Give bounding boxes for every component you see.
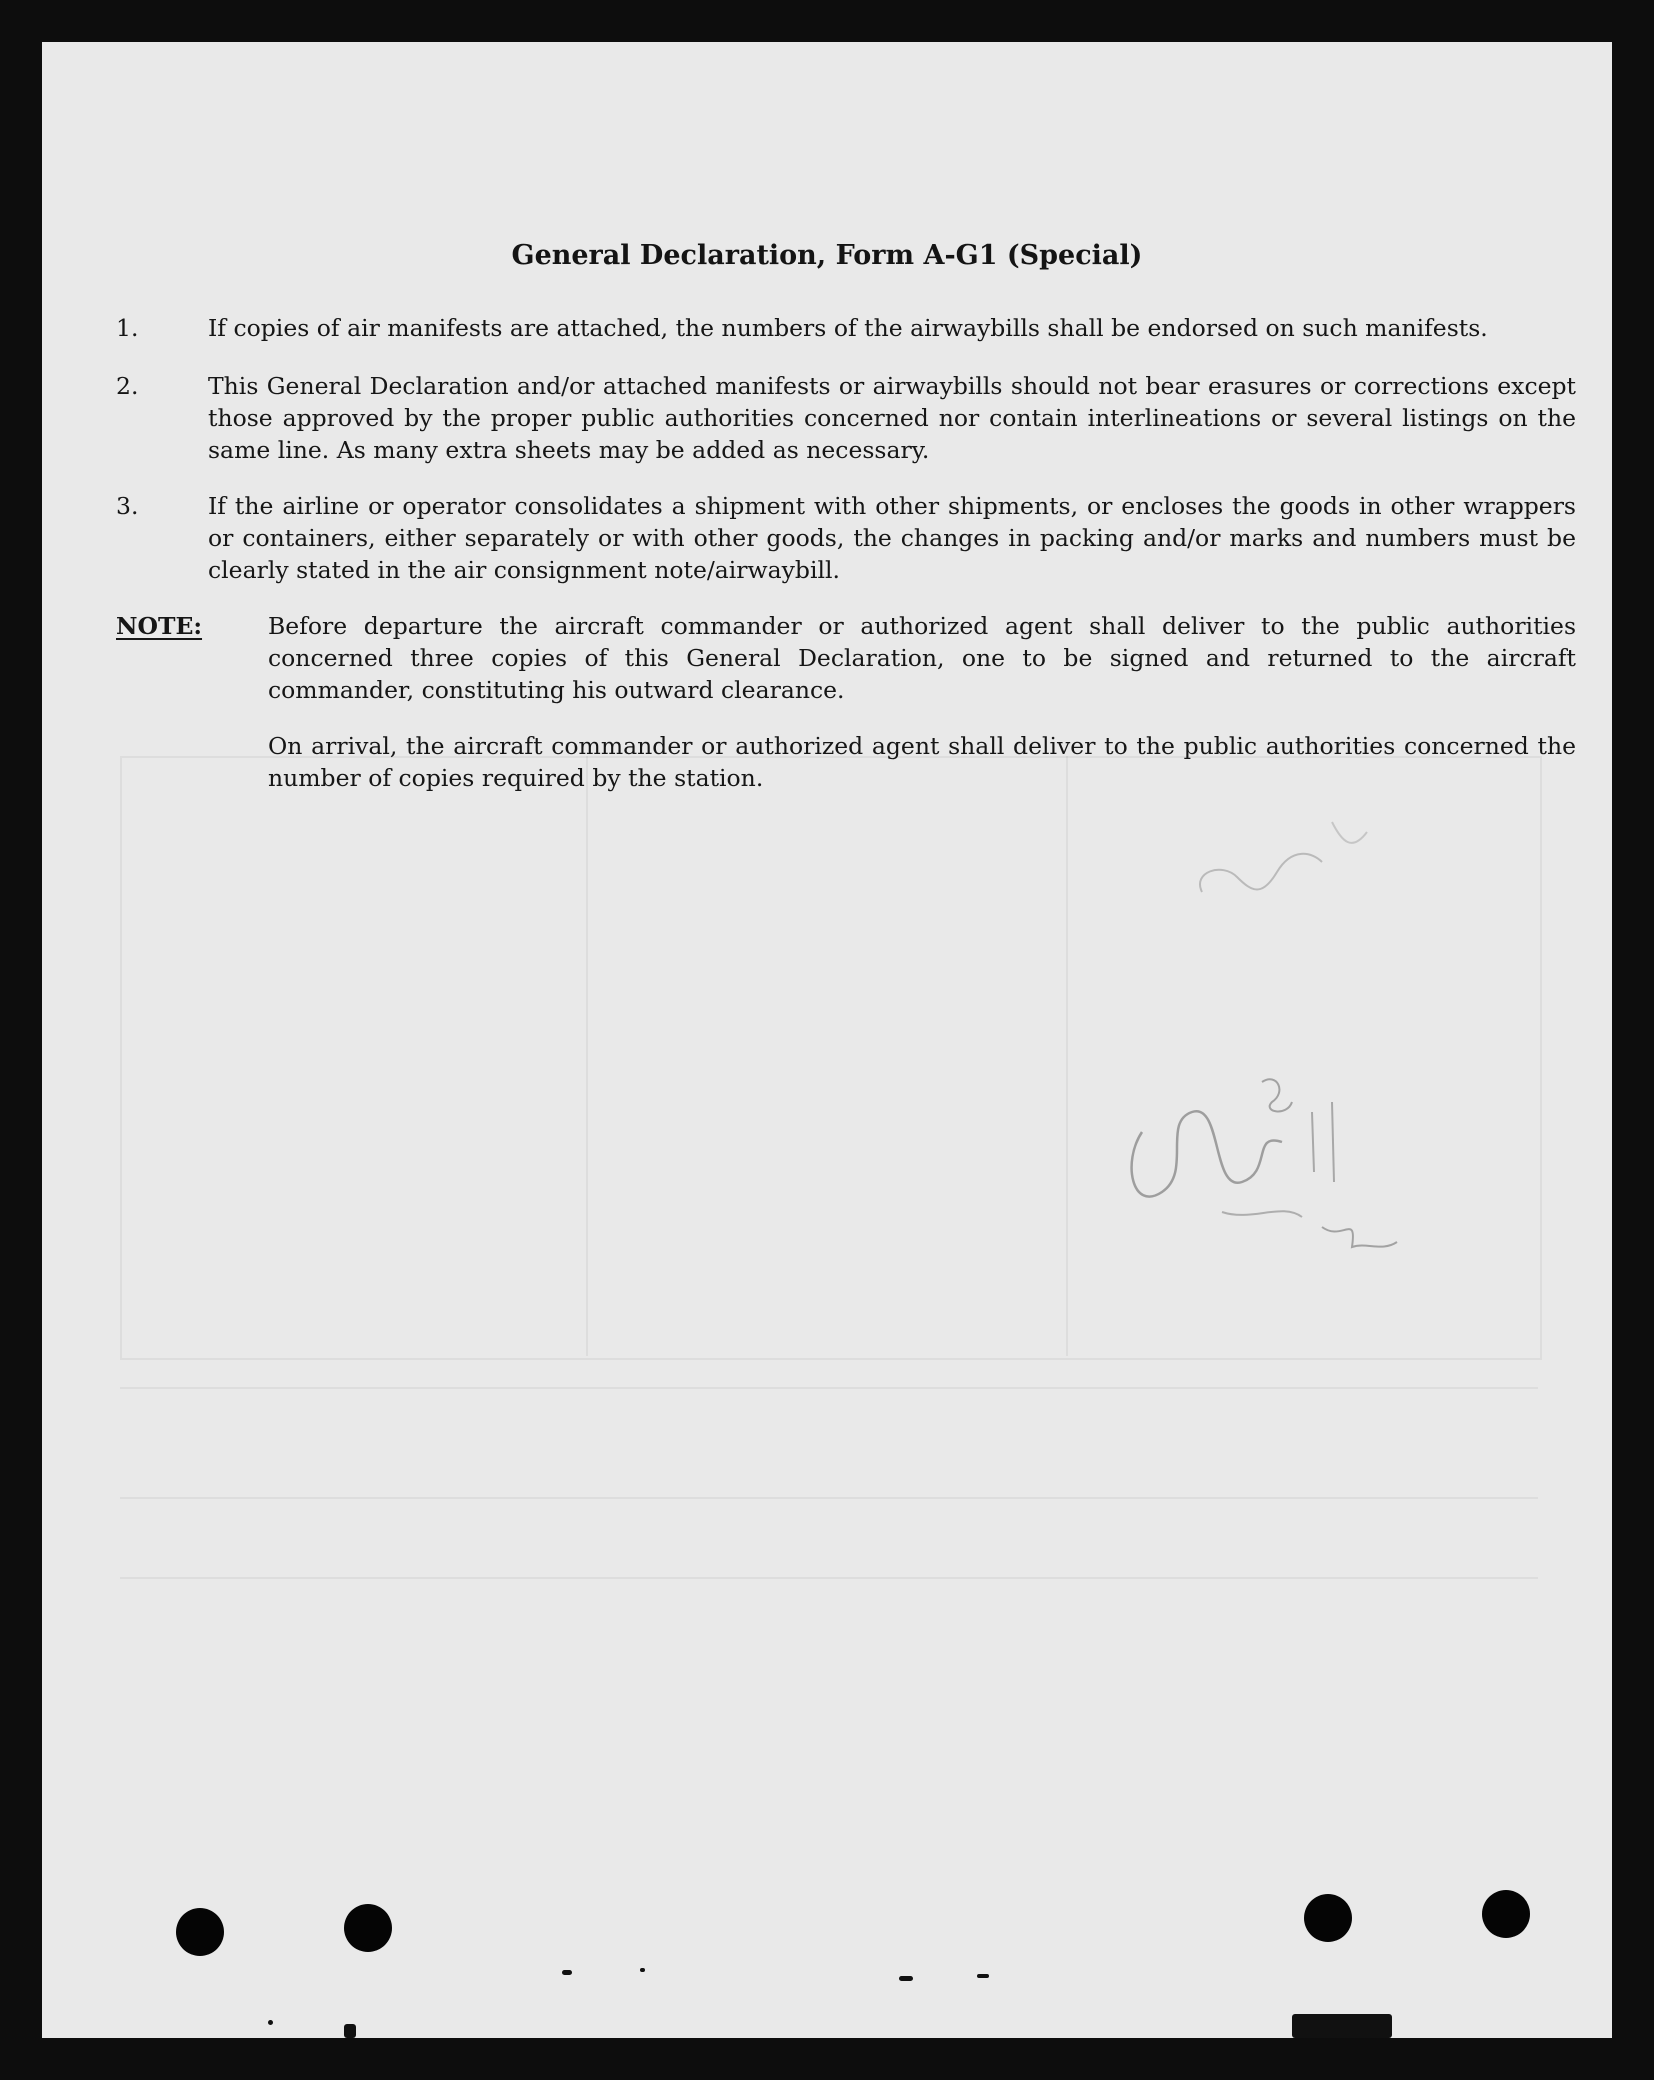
note-label: NOTE:	[116, 612, 203, 640]
scan-speck	[344, 2024, 356, 2038]
note-paragraph: Before departure the aircraft commander or authorized agent shall deliver to the public authorities concerned three copies of this General Declaration, one to be signed and returned to the aircraft commander, constituting his outward clearance.	[268, 612, 1576, 704]
page-title: General Declaration, Form A-G1 (Special)	[511, 240, 1143, 271]
scan-speck	[640, 1968, 645, 1972]
scan-speck	[1292, 2014, 1392, 2038]
instruction-item	[116, 370, 1576, 466]
item-number: 3.	[116, 492, 139, 520]
note-section-arrival	[116, 730, 1576, 794]
instruction-item	[116, 312, 1576, 344]
scan-speck	[268, 2020, 273, 2025]
item-number: 2.	[116, 372, 139, 400]
punch-hole	[1482, 1890, 1530, 1938]
bleed-through-divider	[586, 756, 588, 1356]
document-page	[42, 42, 1612, 2038]
scan-speck	[899, 1976, 913, 1981]
punch-hole	[344, 1904, 392, 1952]
punch-hole	[1304, 1894, 1352, 1942]
item-text: If the airline or operator consolidates a shipment with other shipments, or encloses the goods in other wrappers or containers, either separately or with other goods, the changes in packing and/or marks and numbers must be clearly stated in the air consignment note/airwaybill.	[208, 492, 1576, 584]
punch-hole	[176, 1908, 224, 1956]
instruction-item	[116, 490, 1576, 586]
scan-speck	[562, 1970, 572, 1975]
item-text: If copies of air manifests are attached, the numbers of the airwaybills shall be endorsed on such manifests.	[208, 314, 1488, 342]
bleed-through-rule	[120, 1387, 1538, 1389]
note-section	[116, 610, 1576, 706]
item-number: 1.	[116, 314, 139, 342]
scan-speck	[977, 1974, 989, 1978]
faint-signature-mark	[1102, 1042, 1402, 1272]
bleed-through-rule	[120, 1497, 1538, 1499]
bleed-through-divider	[1066, 756, 1068, 1356]
bleed-through-rule	[120, 1577, 1538, 1579]
note-paragraph: On arrival, the aircraft commander or authorized agent shall deliver to the public authorities concerned the number of copies required by the station.	[268, 732, 1576, 792]
item-text: This General Declaration and/or attached manifests or airwaybills should not bear erasures or corrections except those approved by the proper public authorities concerned nor contain interlineations or several listings on the same line. As many extra sheets may be added as necessary.	[208, 372, 1576, 464]
faint-handwriting-mark	[1182, 802, 1382, 922]
